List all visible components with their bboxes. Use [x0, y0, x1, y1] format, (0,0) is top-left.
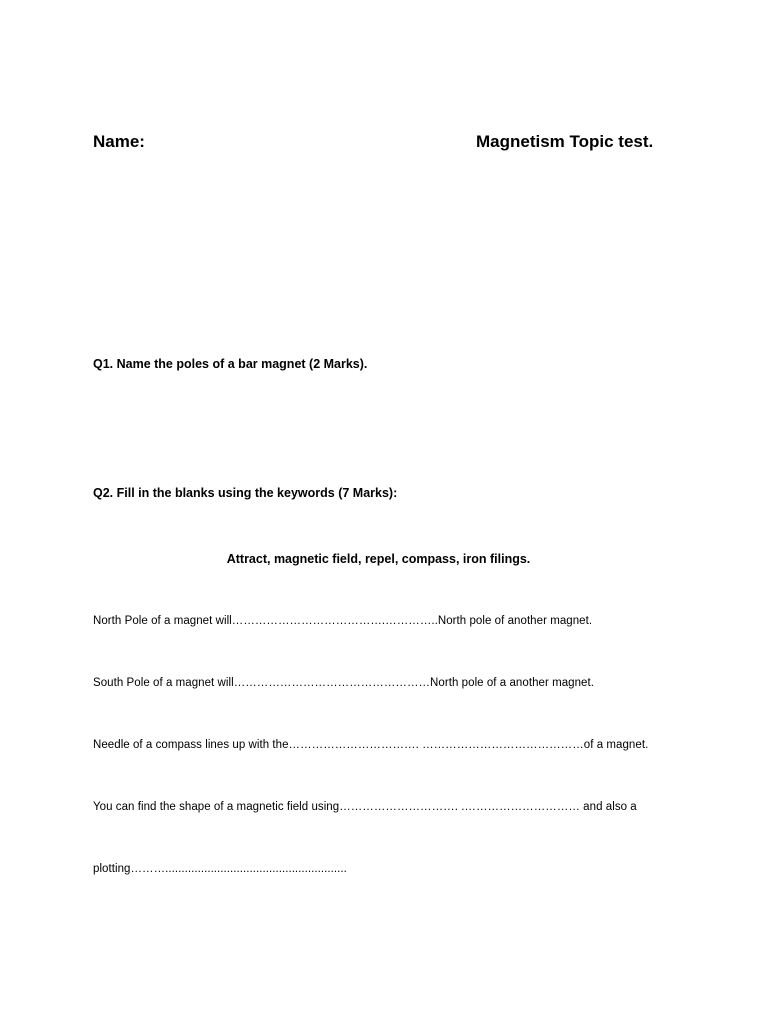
fill-in-sentence-south-pole: South Pole of a magnet will……………………………………………North pole of a another magnet.	[93, 677, 594, 689]
fill-in-sentence-field-shape: You can find the shape of a magnetic field using…………………………. .………………………… and also a	[93, 801, 637, 813]
keyword-list: Attract, magnetic field, repel, compass, iron filings.	[226, 552, 531, 566]
name-label: Name:	[93, 132, 145, 151]
fill-in-sentence-plotting: plotting………........................................................	[93, 863, 347, 875]
question-2-prompt: Q2. Fill in the blanks using the keywords (7 Marks):	[93, 486, 398, 500]
question-1-prompt: Q1. Name the poles of a bar magnet (2 Marks).	[93, 357, 368, 371]
fill-in-sentence-north-pole: North Pole of a magnet will………………………………….…………..North pole of another magnet.	[93, 615, 593, 627]
fill-in-sentence-compass-needle: Needle of a compass lines up with the……………………………. ……………………………………of a magnet.	[93, 739, 649, 751]
test-title: Magnetism Topic test.	[476, 132, 654, 151]
